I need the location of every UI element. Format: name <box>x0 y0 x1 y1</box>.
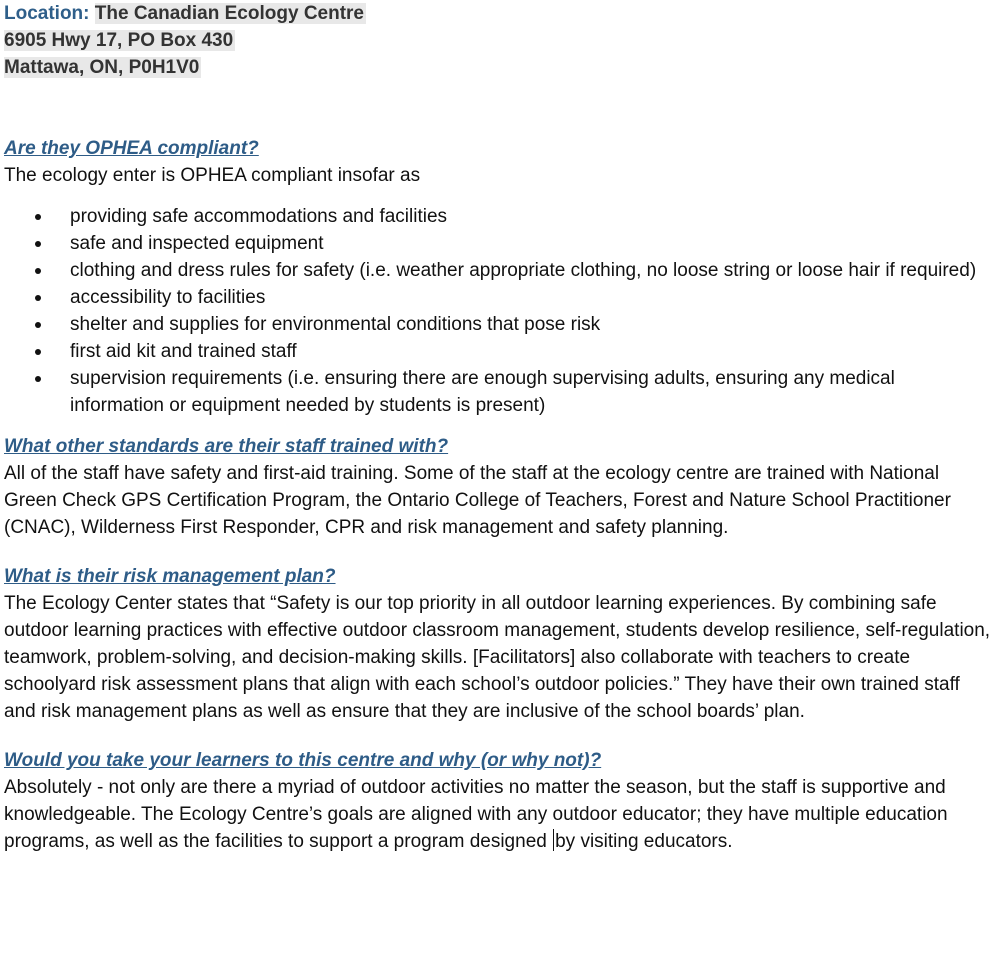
list-item <box>4 365 994 419</box>
list-item <box>4 257 994 284</box>
risk-management-text: The Ecology Center states that “Safety is our top priority in all outdoor learning experiences. By combining safe outdoor learning practices with effective outdoor classroom management, students develop resilience, self-regulation, teamwork, problem-solving, and decision-making skills. [Facilitators] also collaborate with teachers to create schoolyard risk assessment plans that align with each school’s outdoor policies.” They have their own trained staff and risk management plans as well as ensure that they are inclusive of the school boards’ plan. <box>4 593 991 722</box>
address-street-text: 6905 Hwy 17, PO Box 430 <box>4 30 234 51</box>
bullet-icon <box>35 349 41 355</box>
document-body <box>4 0 994 855</box>
bullet-icon <box>35 268 41 274</box>
list-item <box>4 203 994 230</box>
list-item <box>4 230 994 257</box>
spacer <box>4 541 994 563</box>
heading-risk-management: What is their risk management plan? <box>4 566 336 587</box>
address-city <box>4 54 994 81</box>
bullet-icon <box>35 322 41 328</box>
location-line <box>4 0 994 27</box>
list-item-text: providing safe accommodations and facilities <box>70 206 448 227</box>
heading-staff-training: What other standards are their staff trained with? <box>4 436 449 457</box>
spacer <box>4 725 994 747</box>
list-item-text: shelter and supplies for environmental conditions that pose risk <box>70 314 601 335</box>
bullet-icon <box>35 241 41 247</box>
recommendation-text-end: by visiting educators. <box>555 831 733 852</box>
bullet-icon <box>35 214 41 220</box>
bullet-icon <box>35 376 41 382</box>
location-name: The Canadian Ecology Centre <box>94 3 365 24</box>
list-item-text: supervision requirements (i.e. ensuring there are enough supervising adults, ensuring any medical information or equipment needed by students is present) <box>70 368 895 416</box>
location-label: Location: <box>4 3 90 24</box>
list-item <box>4 311 994 338</box>
ophea-bullet-list <box>4 203 994 419</box>
heading-recommendation: Would you take your learners to this centre and why (or why not)? <box>4 750 602 771</box>
ophea-intro: The ecology enter is OPHEA compliant insofar as <box>4 165 421 186</box>
list-item <box>4 338 994 365</box>
address-city-text: Mattawa, ON, P0H1V0 <box>4 57 200 78</box>
staff-training-text: All of the staff have safety and first-aid training. Some of the staff at the ecology centre are trained with National Green Check GPS Certification Program, the Ontario College of Teachers, Forest and Nature School Practitioner (CNAC), Wilderness First Responder, CPR and risk management and safety planning. <box>4 463 951 538</box>
list-item-text: safe and inspected equipment <box>70 233 324 254</box>
list-item-text: clothing and dress rules for safety (i.e. weather appropriate clothing, no loose string or loose hair if required) <box>70 260 977 281</box>
recommendation-text-start: Absolutely - not only are there a myriad of outdoor activities no matter the season, but the staff is supportive and knowledgeable. The Ecology Centre’s goals are aligned with any outdoor educator; they have multiple education programs, as well as the facilities to support a program designed <box>4 777 948 852</box>
address-street <box>4 27 994 54</box>
list-item <box>4 284 994 311</box>
bullet-icon <box>35 295 41 301</box>
heading-ophea-compliant: Are they OPHEA compliant? <box>4 138 259 159</box>
text-cursor <box>553 829 554 851</box>
list-item-text: accessibility to facilities <box>70 287 266 308</box>
spacer <box>4 81 994 135</box>
recommendation-text[interactable] <box>4 774 994 855</box>
list-item-text: first aid kit and trained staff <box>70 341 297 362</box>
